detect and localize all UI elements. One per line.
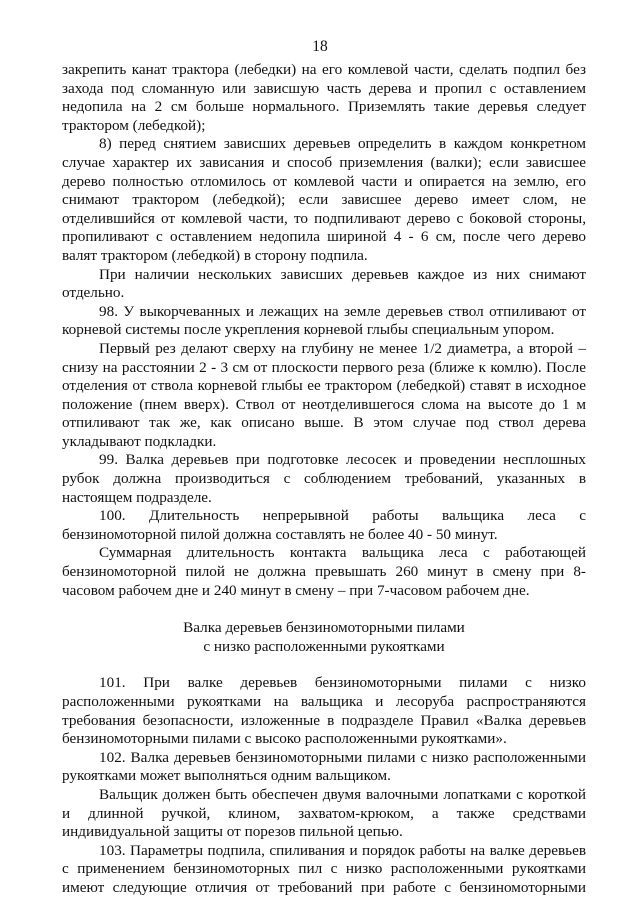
paragraph: 102. Валка деревьев бензиномоторными пилами с низко расположенными рукоятками может выполняться одним вальщиком. xyxy=(62,748,586,785)
paragraph: 100. Длительность непрерывной работы вальщика леса с бензиномоторной пилой должна составлять не более 40 - 50 минут. xyxy=(62,507,586,543)
paragraph: При наличии нескольких зависших деревьев каждое из них снимают отдельно. xyxy=(62,265,586,302)
body-text xyxy=(62,61,586,898)
page-number: 18 xyxy=(312,38,328,55)
paragraph: 103. Параметры подпила, спиливания и порядок работы на валке деревьев с применением бензиномоторных пил с низко расположенными рукоятками имеют следующие отличия от требований при работе с бензиномоторными xyxy=(62,841,586,896)
paragraph-group-top xyxy=(62,61,586,600)
paragraph: 8) перед снятием зависших деревьев определить в каждом конкретном случае характер их зависания и способ приземления (валки); если зависшее дерево полностью отломилось от комлевой части и опирается на землю, его снимают трактором (лебедкой); если зависшее дерево имеет слом, не отделившийся от комлевой части, то подпиливают дерево с боковой стороны, пропиливают с оставлением недопила шириной 4 - 6 см, после чего дерево валят трактором (лебедкой) в сторону подпила. xyxy=(62,135,586,264)
paragraph: Первый рез делают сверху на глубину не менее 1/2 диаметра, а второй – снизу на расстоянии 2 - 3 см от плоскости первого реза (ближе к комлю). После отделения от ствола корневой глыбы ее трактором (лебедкой) ставят в исходное положение (пнем вверх). Ствол от неотделившегося слома на высоте до 1 м отпиливают так же, как описано выше. В этом случае под ствол дерева укладывают подкладки. xyxy=(62,339,586,450)
paragraph-group-bottom xyxy=(62,674,586,897)
section-heading-line-1: Валка деревьев бензиномоторными пилами xyxy=(183,619,465,637)
paragraph: 101. При валке деревьев бензиномоторными пилами с низко расположенными рукоятками на вальщика и лесоруба распространяются требования безопасности, изложенные в подразделе Правил «Валка деревьев бензиномоторными пилами с высоко расположенными рукоятками». xyxy=(62,674,586,748)
paragraph: 99. Валка деревьев при подготовке лесосек и проведении несплошных рубок должна производиться с соблюдением требований, указанных в настоящем подразделе. xyxy=(62,451,586,506)
paragraph: Вальщик должен быть обеспечен двумя валочными лопатками с короткой и длинной ручкой, клином, захватом-крюком, а также средствами индивидуальной защиты от порезов пильной цепью. xyxy=(62,785,586,841)
section-heading xyxy=(62,619,586,656)
paragraph: Суммарная длительность контакта вальщика леса с работающей бензиномоторной пилой не должна превышать 260 минут в смену при 8-часовом рабочем дне и 240 минут в смену – при 7-часовом рабочем дне. xyxy=(62,544,586,599)
paragraph: закрепить канат трактора (лебедки) на его комлевой части, сделать подпил без захода под сломанную или зависшую часть дерева и пропил с оставлением недопила на 2 см больше нормального. Приземлять такие деревья следует трактором (лебедкой); xyxy=(62,61,586,134)
paragraph: 98. У выкорчеванных и лежащих на земле деревьев ствол отпиливают от корневой системы после укрепления корневой глыбы специальным упором. xyxy=(62,302,586,339)
section-heading-line-2: с низко расположенными рукоятками xyxy=(203,637,445,655)
